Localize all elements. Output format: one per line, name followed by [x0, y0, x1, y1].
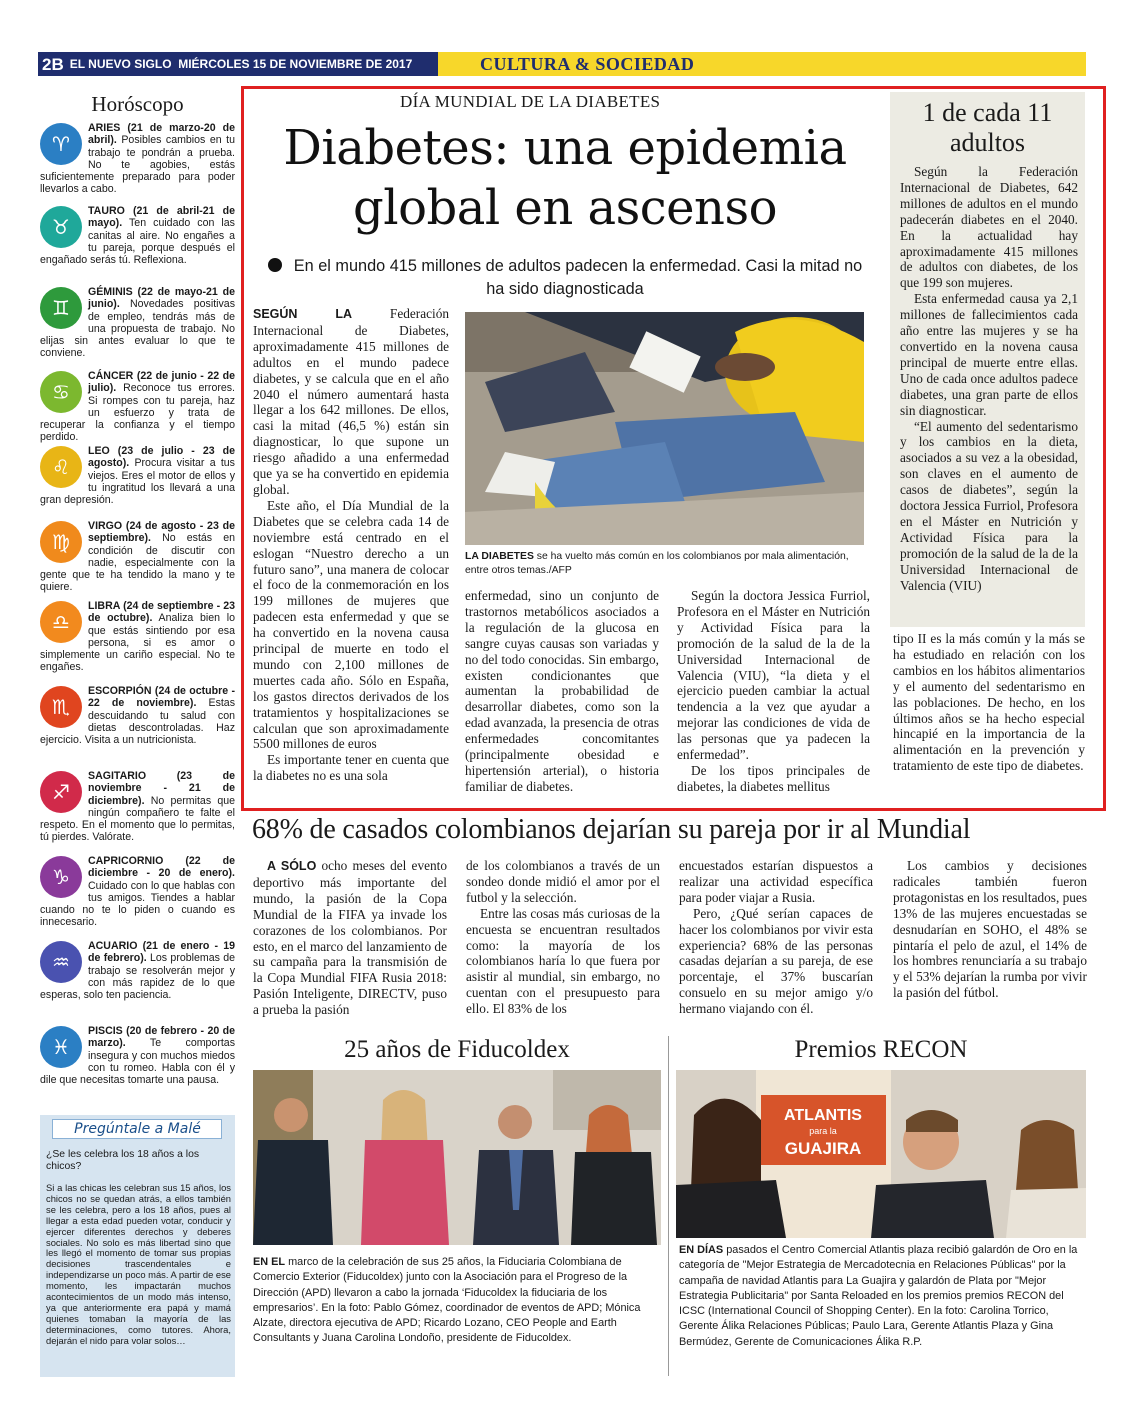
horoscope-entry	[40, 855, 235, 929]
sign-forecast: Novedades positivas de empleo, tendrás más de una propuesta de trabajo. No elijas sin antes evaluar lo que te conviene.	[40, 298, 235, 360]
mundial-column-2	[466, 858, 660, 1017]
gemini-icon: ♊	[40, 287, 82, 329]
paragraph: ocho meses del evento deportivo más importante del mundo, la pasión de la Copa Mundial de la FIFA ya invade los corazones de los colombianos. Por esto, en el marco del lanzamiento de su campaña para la transmisión de la Copa Mundial FIFA Rusia 2018: Pasión Inteligente, DIRECTV, puso a prueba la pasión	[253, 858, 447, 1018]
sign-forecast: Cuidado con lo que hablas con tus amigos. Tiendes a hablar cuando no te lo piden o cuando es innecesario.	[40, 879, 235, 929]
lead-in: SEGÚN LA	[253, 307, 353, 321]
leo-icon: ♌	[40, 446, 82, 488]
ask-male-question: ¿Se les celebra los 18 años a los chicos?	[46, 1149, 200, 1172]
sign-forecast: Analiza bien lo que estás sintiendo por esa persona, si es amor o simplemente un cariño especial. No te engañes.	[40, 612, 236, 674]
sign-heading: CÁNCER (22 de junio - 22 de julio).	[88, 370, 235, 395]
article-column-1	[253, 306, 449, 784]
fiducoldex-photo	[253, 1070, 661, 1245]
horoscope-entry	[40, 445, 235, 506]
sign-heading: GÉMINIS (22 de mayo-21 de junio).	[88, 286, 235, 311]
sidebar-body	[900, 164, 1078, 593]
sign-heading: LEO (23 de julio - 23 de agosto).	[88, 445, 235, 470]
paragraph: “El aumento del sedentarismo y los cambios en la dieta, asociados a su vez a la obesidad, son claves en el aumento de casos de diabetes”, según la doctora Jessica Furriol, Profesora en el Máster en Nutrición y Actividad Física para la promoción de la salud de la de la Universidad Internacional de Valencia (VIU)	[900, 418, 1078, 593]
sign-heading: SAGITARIO (23 de noviembre - 21 de diciembre).	[88, 770, 235, 807]
mundial-column-1	[253, 858, 447, 1018]
paragraph: Los cambios y decisiones radicales también fueron protagonistas en los resultados, pues 13% de las mujeres encuestadas se desnudarían en SOHO, el 48% se pintaría el pelo de azul, el 14% de los hombres renunciaría a su trabajo y el 53% dejarían la rumba por vivir la pasión del fútbol.	[893, 858, 1087, 1001]
sign-heading: PISCIS (20 de febrero - 20 de marzo).	[88, 1025, 235, 1050]
horoscope-entry	[40, 770, 235, 844]
article-headline: Diabetes: una epidemia global en ascenso	[283, 120, 847, 236]
banner-text-2: para la	[809, 1126, 837, 1136]
paragraph: Federación Internacional de Diabetes, aproximadamente 415 millones de adultos en el mundo padece diabetes, y se calcula que en el año 2040 el número aumentará hasta llegar a los 642 millones. De ellos, casi la mitad (46,5 %) están sin diagnosticar, lo que supone un riesgo añadido a una enfermedad que ya se ha convertido en epidemia global.	[253, 306, 449, 497]
sign-forecast: Estas descuidando tu salud con dietas descontroladas. Haz ejercicio. Visita a un nutricionista.	[40, 697, 235, 747]
sign-heading: VIRGO (24 de agosto - 23 de septiembre).	[88, 520, 235, 545]
recon-photo	[676, 1070, 1086, 1238]
sign-forecast: Procura visitar a tus viejos. Eres el motor de ellos y tu ingratitud los llevará a una gran depresión.	[40, 457, 235, 507]
banner-text-3: GUAJIRA	[784, 1139, 862, 1158]
article-column-4	[893, 631, 1085, 774]
sagittarius-icon: ♐	[40, 771, 82, 813]
article-column-2	[465, 588, 659, 795]
horoscope-entry	[40, 370, 235, 444]
subhead-text: En el mundo 415 millones de adultos padecen la enfermedad. Casi la mitad no ha sido diagnosticada	[293, 257, 863, 298]
sign-heading: TAURO (21 de abril-21 de mayo).	[88, 205, 235, 230]
ask-male-answer: Si a las chicas les celebran sus 15 años, los chicos no se quedan atrás, a ellos también se les celebra, pero a los 18 años, pues al llegar a esta edad pueden votar, conducir y ejercer diferentes derechos y deberes sociales. No solo es más libertad sino que les llegó el momento de tomar sus propias decisiones trascendentales e independizarse un poco más. A partir de ese momento, les impactarán muchos acontecimientos de un modo más intenso, ya que anteriormente era papá y mamá quienes tomaban la mayoría de las determinaciones, como tutores. Ahora, dejarán el nido para volar solos…	[46, 1182, 232, 1346]
caption-lead: EN EL	[253, 1256, 286, 1268]
sign-forecast: No permitas que ningún compañero te falte el respeto. En el momento que lo permitas, tú pierdes. Valórate.	[40, 794, 235, 844]
ask-male-box	[40, 1115, 235, 1377]
paragraph: de los colombianos a través de un sondeo donde midió el amor por el futbol y la selección.	[466, 858, 660, 905]
mundial-column-4	[893, 858, 1087, 1001]
horoscope-entry	[40, 520, 235, 594]
aries-icon: ♈	[40, 123, 82, 165]
pisces-icon: ♓	[40, 1026, 82, 1068]
mundial-column-3	[679, 858, 873, 1017]
horoscope-entry	[40, 286, 235, 360]
paragraph: encuestados estarían dispuestos a realizar una actividad específica para poder viajar a Rusia.	[679, 858, 873, 905]
masthead-name: EL NUEVO SIGLO	[69, 57, 172, 71]
ask-male-title: Pregúntale a Malé	[74, 1121, 201, 1137]
horoscope-entry	[40, 685, 235, 746]
lead-in: A SÓLO	[267, 859, 317, 873]
article-kicker: DÍA MUNDIAL DE LA DIABETES	[400, 92, 661, 111]
paragraph: Según la Federación Internacional de Diabetes, 642 millones de adultos en el mundo padecerán diabetes en el 2040. En la actualidad hay aproximadamente 415 millones de adultos con diabetes, de los que 199 son mujeres.	[900, 164, 1078, 291]
aquarius-icon: ♒	[40, 941, 82, 983]
sign-heading: CAPRICORNIO (22 de diciembre - 20 de enero).	[88, 855, 235, 880]
caption-lead: LA DIABETES	[465, 551, 534, 562]
section-name: CULTURA & SOCIEDAD	[480, 54, 695, 74]
recon-caption	[679, 1243, 1089, 1350]
sign-forecast: No estás en condición de discutir con nadie, especialmente con la gente que te ha tendido la mano y te quiere.	[40, 532, 235, 594]
horoscope-title: Horóscopo	[91, 92, 184, 116]
caption-text: marco de la celebración de sus 25 años, la Fiduciaria Colombiana de Comercio Exterior (Fiducoldex) junto con la Asociación para el Progreso de la Dirección (APD) llevaron a cabo la jornada ‘Fiducoldex la fiduciaria de los empresarios’. En la foto: Pablo Gómez, coordinador de eventos de APD; Mónica Alzate, directora ejecutiva de APD; Ricardo Lozano, CEO People and Earth Consultants y Juana Carolina Londoño, presidente de Fiducoldex.	[253, 1256, 641, 1345]
recon-title: Premios RECON	[794, 1036, 968, 1063]
mundial-headline: 68% de casados colombianos dejarían su pareja por ir al Mundial	[252, 814, 971, 845]
libra-icon: ♎	[40, 601, 82, 643]
section-band	[438, 52, 1086, 76]
sign-forecast: Ten cuidado con las canitas al aire. No engañes a tu pareja, porque después el engañado serás tú. Reflexiona.	[40, 217, 235, 267]
sign-heading: ARIES (21 de marzo-20 de abril).	[88, 122, 235, 147]
caption-text: pasados el Centro Comercial Atlantis plaza recibió galardón de Oro en la categoría de "Mejor Estrategia de Mercadotecnia en Relaciones Públicas" por la campaña de navidad Atlantis para La Guajira y galardón de Plata por "Mejor Estrategia Publicitaria" por Santa Reloaded en los premios premios RECON del ICSC (International Council of Shopping Center). En la foto: Carolina Torrico, Gerente Álika Relaciones Públicas; Paulo Lara, Gerente Atlantis Plaza y Gina Bermúdez, Gerente de Comunicaciones Álika R.P.	[679, 1244, 1078, 1348]
column-divider	[668, 1036, 669, 1376]
paragraph: De los tipos principales de diabetes, la diabetes mellitus	[677, 762, 870, 794]
bullet-icon	[268, 258, 282, 272]
scorpio-icon: ♏	[40, 686, 82, 728]
photo-caption	[465, 550, 864, 578]
article-photo	[465, 312, 864, 545]
sign-forecast: Reconoce tus errores. Si rompes con tu pareja, haz un esfuerzo y trata de recuperar la confianza y el tiempo perdido.	[40, 382, 235, 444]
fiducoldex-title: 25 años de Fiducoldex	[344, 1036, 570, 1063]
paragraph: Esta enfermedad causa ya 2,1 millones de fallecimientos cada año entre las mujeres y se ha convertido en la novena causa principal de muerte entre ellas. Uno de cada once adultos padece diabetes, una gran parte de ellos sin diagnosticar.	[900, 291, 1078, 418]
taurus-icon: ♉	[40, 206, 82, 248]
paragraph: tipo II es la más común y la más se ha estudiado en relación con los cambios en los hábitos alimentarios y el aumento del sedentarismo en las poblaciones. De hecho, en los últimos años se ha hecho especial hincapié en la importancia de la alimentación en la prevención y tratamiento de este tipo de diabetes.	[893, 631, 1085, 774]
header-folio	[42, 55, 412, 75]
sign-forecast: Los problemas de trabajo se resolverán mejor y con más rapidez de lo que esperas, solo ten paciencia.	[40, 952, 236, 1002]
caption-lead: EN DÍAS	[679, 1244, 724, 1256]
caption-text: se ha vuelto más común en los colombianos por mala alimentación, entre otros temas./AFP	[465, 551, 849, 576]
cancer-icon: ♋	[40, 371, 82, 413]
horoscope-entry	[40, 205, 235, 266]
paragraph: Según la doctora Jessica Furriol, Profesora en el Máster en Nutrición y Actividad Física para la promoción de la salud de la de la Universidad Internacional de Valencia (VIU), “la dieta y el ejercicio pueden cambiar la actual tendencia a la vez que ayudar a mejorar las condiciones de vida de las personas que ya padecen la enfermedad”.	[677, 588, 870, 763]
horoscope-entry	[40, 940, 235, 1001]
paragraph: Pero, ¿Qué serían capaces de hacer los colombianos por vivir esta experiencia? 68% de las personas casadas dejarían a su pareja, de ese porcentaje, el 37% buscarían consuelo en su mejor amigo y/o hermano viajando con él.	[679, 905, 873, 1017]
photo-illustration	[465, 312, 864, 545]
sign-heading: LIBRA (24 de septiembre - 23 de octubre).	[88, 600, 235, 625]
capricorn-icon: ♑	[40, 856, 82, 898]
banner-text-1: ATLANTIS	[784, 1107, 862, 1124]
sign-forecast: Te comportas insegura y con muchos miedos con tu romeo. Habla con él y dile que necesitas tomarte una pausa.	[40, 1037, 235, 1087]
group-photo-illustration	[253, 1070, 661, 1245]
horoscope-entry	[40, 600, 235, 674]
page-number: 2B	[42, 55, 64, 74]
fiducoldex-caption	[253, 1255, 663, 1347]
paragraph: Entre las cosas más curiosas de la encuesta se encuentran resultados como: la mayoría de los colombianos haría lo que fuera por asistir al mundial, sin embargo, no cuentan con el presupuesto para ello. El 83% de los	[466, 905, 660, 1017]
horoscope-entry	[40, 1025, 235, 1086]
paragraph: Este año, el Día Mundial de la Diabetes que se celebra cada 14 de noviembre está centrado en el eslogan “Nuestro derecho a un futuro sano”, una manera de colocar el foco de la conmemoración en los 199 millones de mujeres que padecen esta enfermedad y que se ha convertido en la novena causa principal de muerte en todo el mundo con 2,100 millones de muertes cada año. Sólo en España, los gastos directos derivados de los tratamientos y hospitalizaciones se calculan que son aproximadamente 5500 millones de euros	[253, 497, 449, 752]
article-subhead	[262, 255, 868, 301]
sign-heading: ACUARIO (21 de enero - 19 de febrero).	[88, 940, 235, 965]
article-column-3	[677, 588, 870, 795]
paragraph: Es importante tener en cuenta que la diabetes no es una sola	[253, 752, 449, 784]
horoscope-entry	[40, 122, 235, 196]
page-header-band	[38, 52, 1086, 76]
sign-forecast: Posibles cambios en tu trabajo te pondrán a prueba. No te agobies, estás suficientemente preparado para poder llevarlos a cabo.	[40, 134, 235, 196]
virgo-icon: ♍	[40, 521, 82, 563]
sign-heading: ESCORPIÓN (24 de octubre - 22 de noviembre).	[88, 685, 235, 710]
issue-date: MIÉRCOLES 15 DE NOVIEMBRE DE 2017	[178, 57, 413, 71]
recon-photo-illustration	[676, 1070, 1086, 1238]
paragraph: enfermedad, sino un conjunto de trastornos metabólicos asociados a la regulación de la glucosa en sangre cuyas causas son variadas y no del todo conocidas. Sin embargo, existen condicionantes que aumentan la probabilidad de desarrollar diabetes, como son la edad avanzada, la presencia de otras enfermedades concomitantes (principalmente obesidad e hipertensión arterial), o historia familiar de diabetes.	[465, 588, 659, 794]
sidebar-title: 1 de cada 11 adultos	[922, 98, 1053, 157]
